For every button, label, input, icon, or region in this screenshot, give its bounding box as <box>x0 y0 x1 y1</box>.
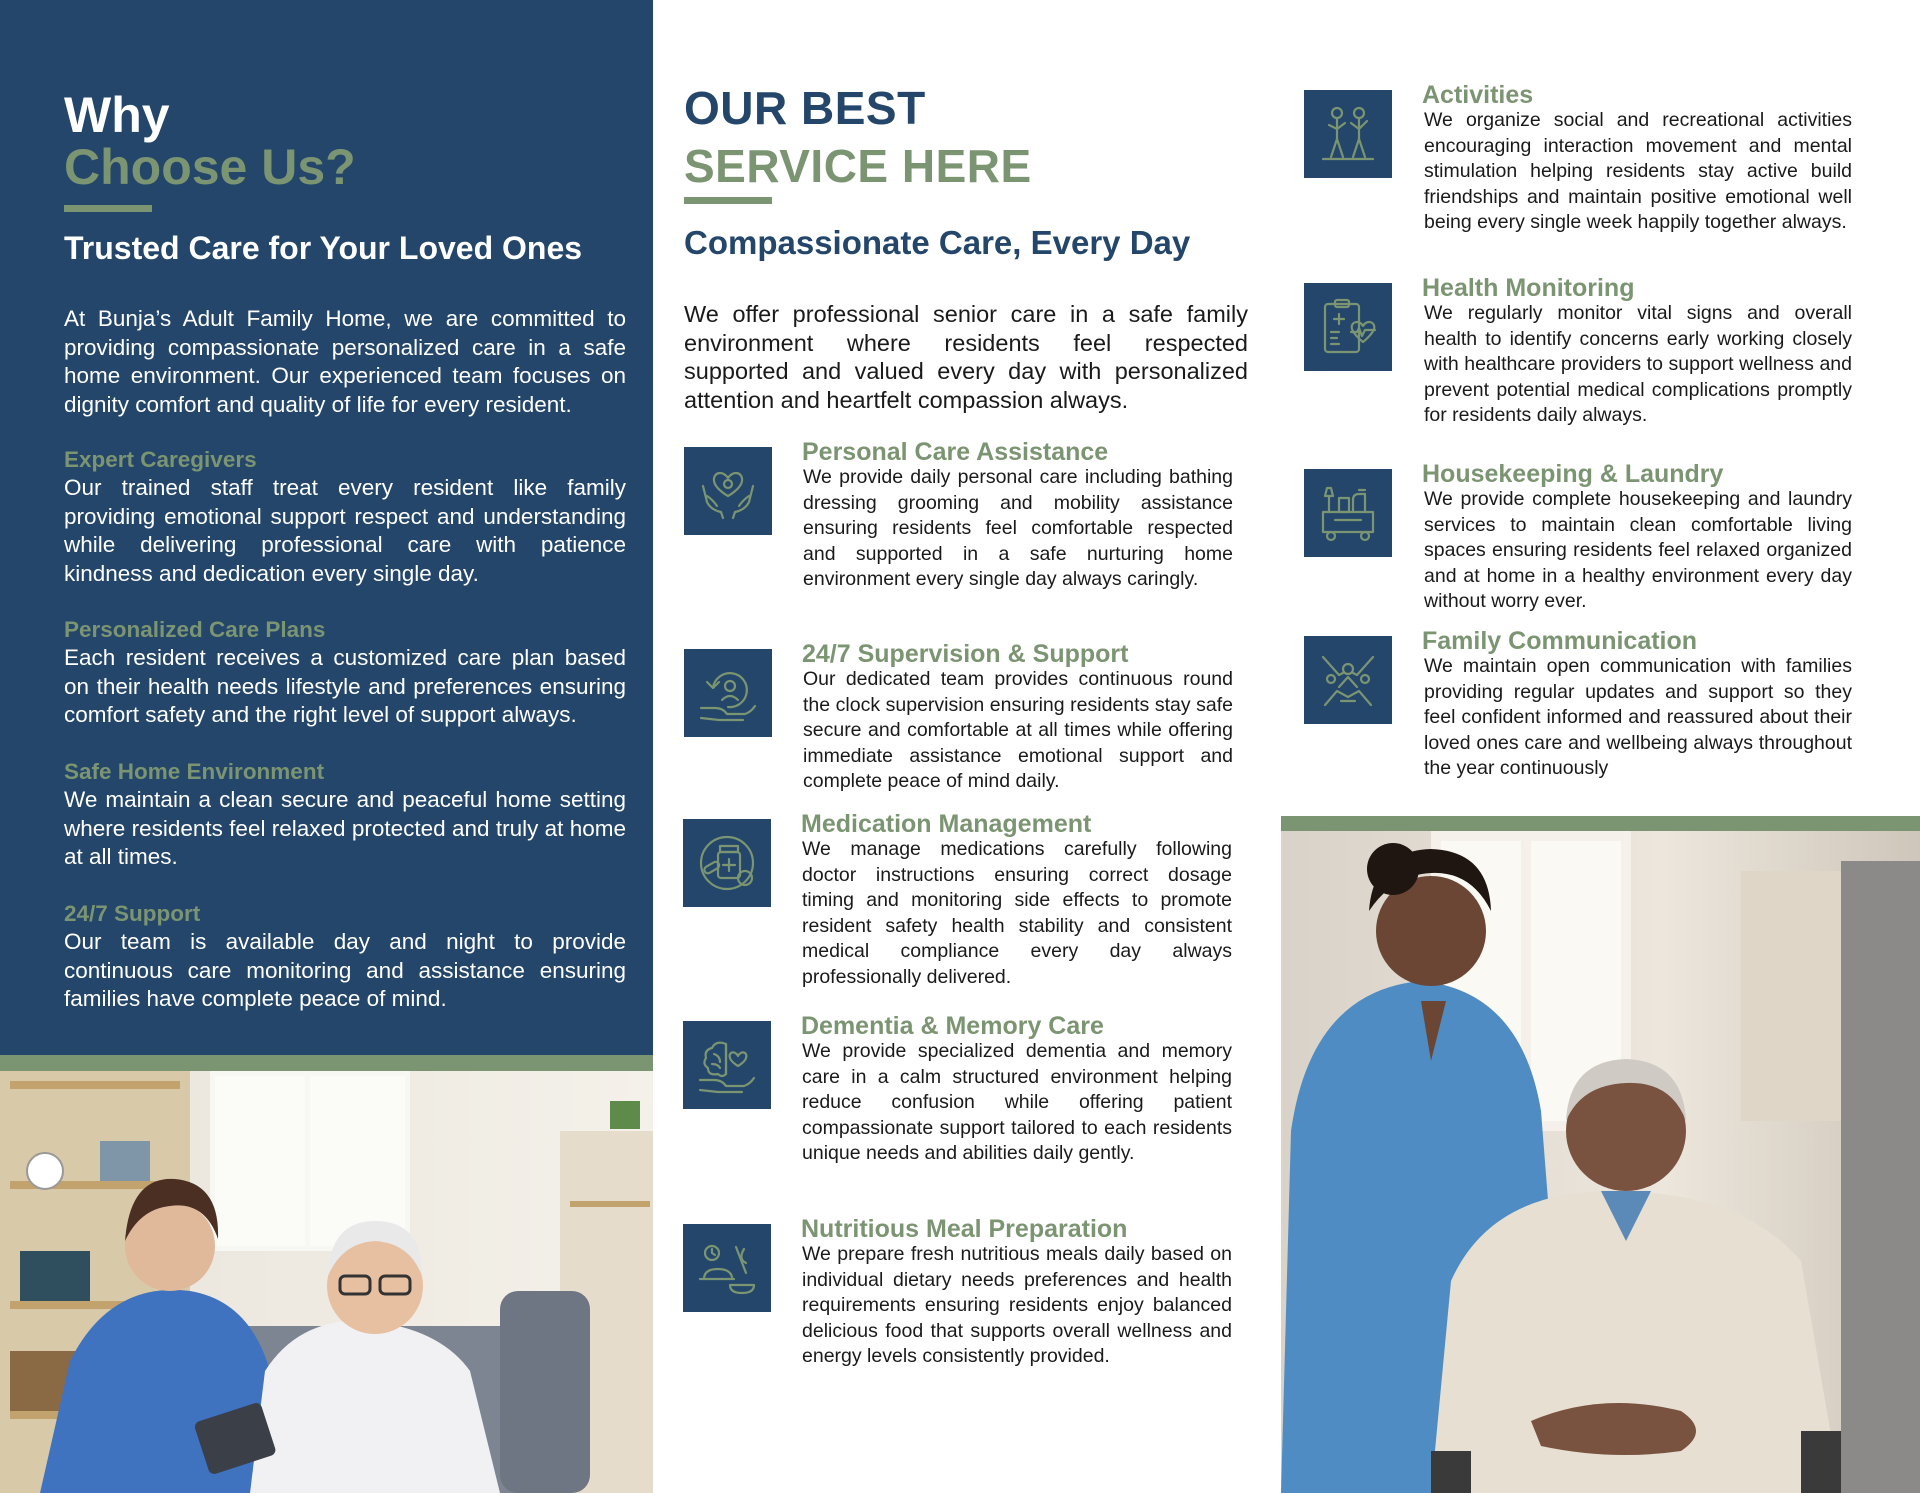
service-text: We manage medications carefully following doctor instructions ensuring correct dosage timing and monitoring side effects to promote resident safety health stability and consistent medical compliance every day always professionally delivered. <box>802 838 1232 988</box>
sage-divider <box>1281 816 1920 831</box>
accent-bar <box>64 205 152 212</box>
service-title: 24/7 Supervision & Support <box>802 640 1129 668</box>
service-here-heading: SERVICE HERE <box>684 140 1032 192</box>
our-best-heading: OUR BEST <box>684 82 926 134</box>
why-choose-us-panel <box>0 0 653 1493</box>
why-item-safe-home-environment <box>64 758 626 872</box>
hands-heart-icon <box>684 447 772 535</box>
service-text: We prepare fresh nutritious meals daily based on individual dietary needs preferences and health requirements ensuring residents enjoy balanced delicious food that supports overall wellness and energy levels consistently provided. <box>802 1243 1232 1367</box>
why-item-title: 24/7 Support <box>64 901 201 926</box>
why-item-expert-caregivers <box>64 446 626 588</box>
sage-divider <box>0 1055 653 1071</box>
choose-us-heading: Choose Us? <box>64 139 356 195</box>
service-text: We provide complete housekeeping and laundry services to maintain clean comfortable living spaces ensuring residents feel relaxed organized and at home in a healthy environment every day without worry ever. <box>1424 488 1852 612</box>
service-title: Dementia & Memory Care <box>801 1012 1104 1040</box>
why-heading: Why <box>64 87 170 143</box>
why-item-text: Each resident receives a customized care plan based on their health needs lifestyle and preferences ensuring comfort safety and the right level of support always. <box>64 645 626 727</box>
supervision-icon <box>684 649 772 737</box>
housekeeping-icon <box>1304 469 1392 557</box>
service-text: Our dedicated team provides continuous round the clock supervision ensuring residents stay safe secure and comfortable at all times while offering immediate assistance emotional support and complete peace of mind daily. <box>803 668 1233 792</box>
meal-icon <box>683 1224 771 1312</box>
service-text: We regularly monitor vital signs and overall health to identify concerns early working closely with healthcare providers to support wellness and prevent potential medical complications promptly for residents daily always. <box>1424 302 1852 426</box>
service-text: We organize social and recreational activities encouraging interaction movement and mental stimulation helping residents stay active build friendships and maintain positive emotional well being every single week happily together always. <box>1424 109 1852 233</box>
service-title: Activities <box>1422 81 1534 109</box>
brain-heart-icon <box>683 1021 771 1109</box>
service-title: Nutritious Meal Preparation <box>801 1215 1128 1243</box>
service-text: We maintain open communication with families providing regular updates and support so they feel confident informed and reassured about their loved ones care and wellbeing always throughout the year continuously <box>1424 655 1852 779</box>
why-item-text: We maintain a clean secure and peaceful home setting where residents feel relaxed protected and truly at home at all times. <box>64 787 626 869</box>
service-title: Health Monitoring <box>1422 274 1635 302</box>
service-title: Housekeeping & Laundry <box>1422 460 1724 488</box>
family-communication-icon <box>1304 636 1392 724</box>
service-text: We provide specialized dementia and memory care in a calm structured environment helping reduce confusion while offering patient compassionate support tailored to each residents unique needs and abilities daily gently. <box>802 1040 1232 1164</box>
services-intro: We offer professional senior care in a safe family environment where residents feel respected supported and valued every day with personalized attention and heartfelt compassion always. <box>684 301 1248 413</box>
health-monitor-icon <box>1304 283 1392 371</box>
service-title: Medication Management <box>801 810 1092 838</box>
why-item-personalized-care-plans <box>64 616 626 730</box>
activities-icon <box>1304 90 1392 178</box>
caregiver-with-resident-photo <box>0 1071 653 1493</box>
why-item-text: Our trained staff treat every resident like family providing emotional support respect and understanding while delivering professional care with patience kindness and dedication every single day. <box>64 475 626 586</box>
accent-bar <box>684 197 772 204</box>
why-item-title: Safe Home Environment <box>64 759 325 784</box>
service-title: Personal Care Assistance <box>802 438 1109 466</box>
why-item-title: Personalized Care Plans <box>64 617 326 642</box>
service-text: We provide daily personal care including bathing dressing grooming and mobility assistance ensuring residents feel comfortable respected and supported in a safe nurturing home environment every single day always caringly. <box>803 466 1233 590</box>
services-subheading: Compassionate Care, Every Day <box>684 224 1191 261</box>
medication-icon <box>683 819 771 907</box>
why-item-text: Our team is available day and night to provide continuous care monitoring and assistance ensuring families have complete peace of mind. <box>64 929 626 1011</box>
why-intro: At Bunja’s Adult Family Home, we are committed to providing compassionate personalized care in a safe home environment. Our experienced team focuses on dignity comfort and quality of life for every resident. <box>64 306 626 417</box>
nurse-with-resident-photo <box>1281 831 1920 1493</box>
why-item-title: Expert Caregivers <box>64 447 257 472</box>
service-title: Family Communication <box>1422 627 1698 655</box>
why-item-24-7-support <box>64 900 626 1014</box>
why-subheading: Trusted Care for Your Loved Ones <box>64 230 583 266</box>
